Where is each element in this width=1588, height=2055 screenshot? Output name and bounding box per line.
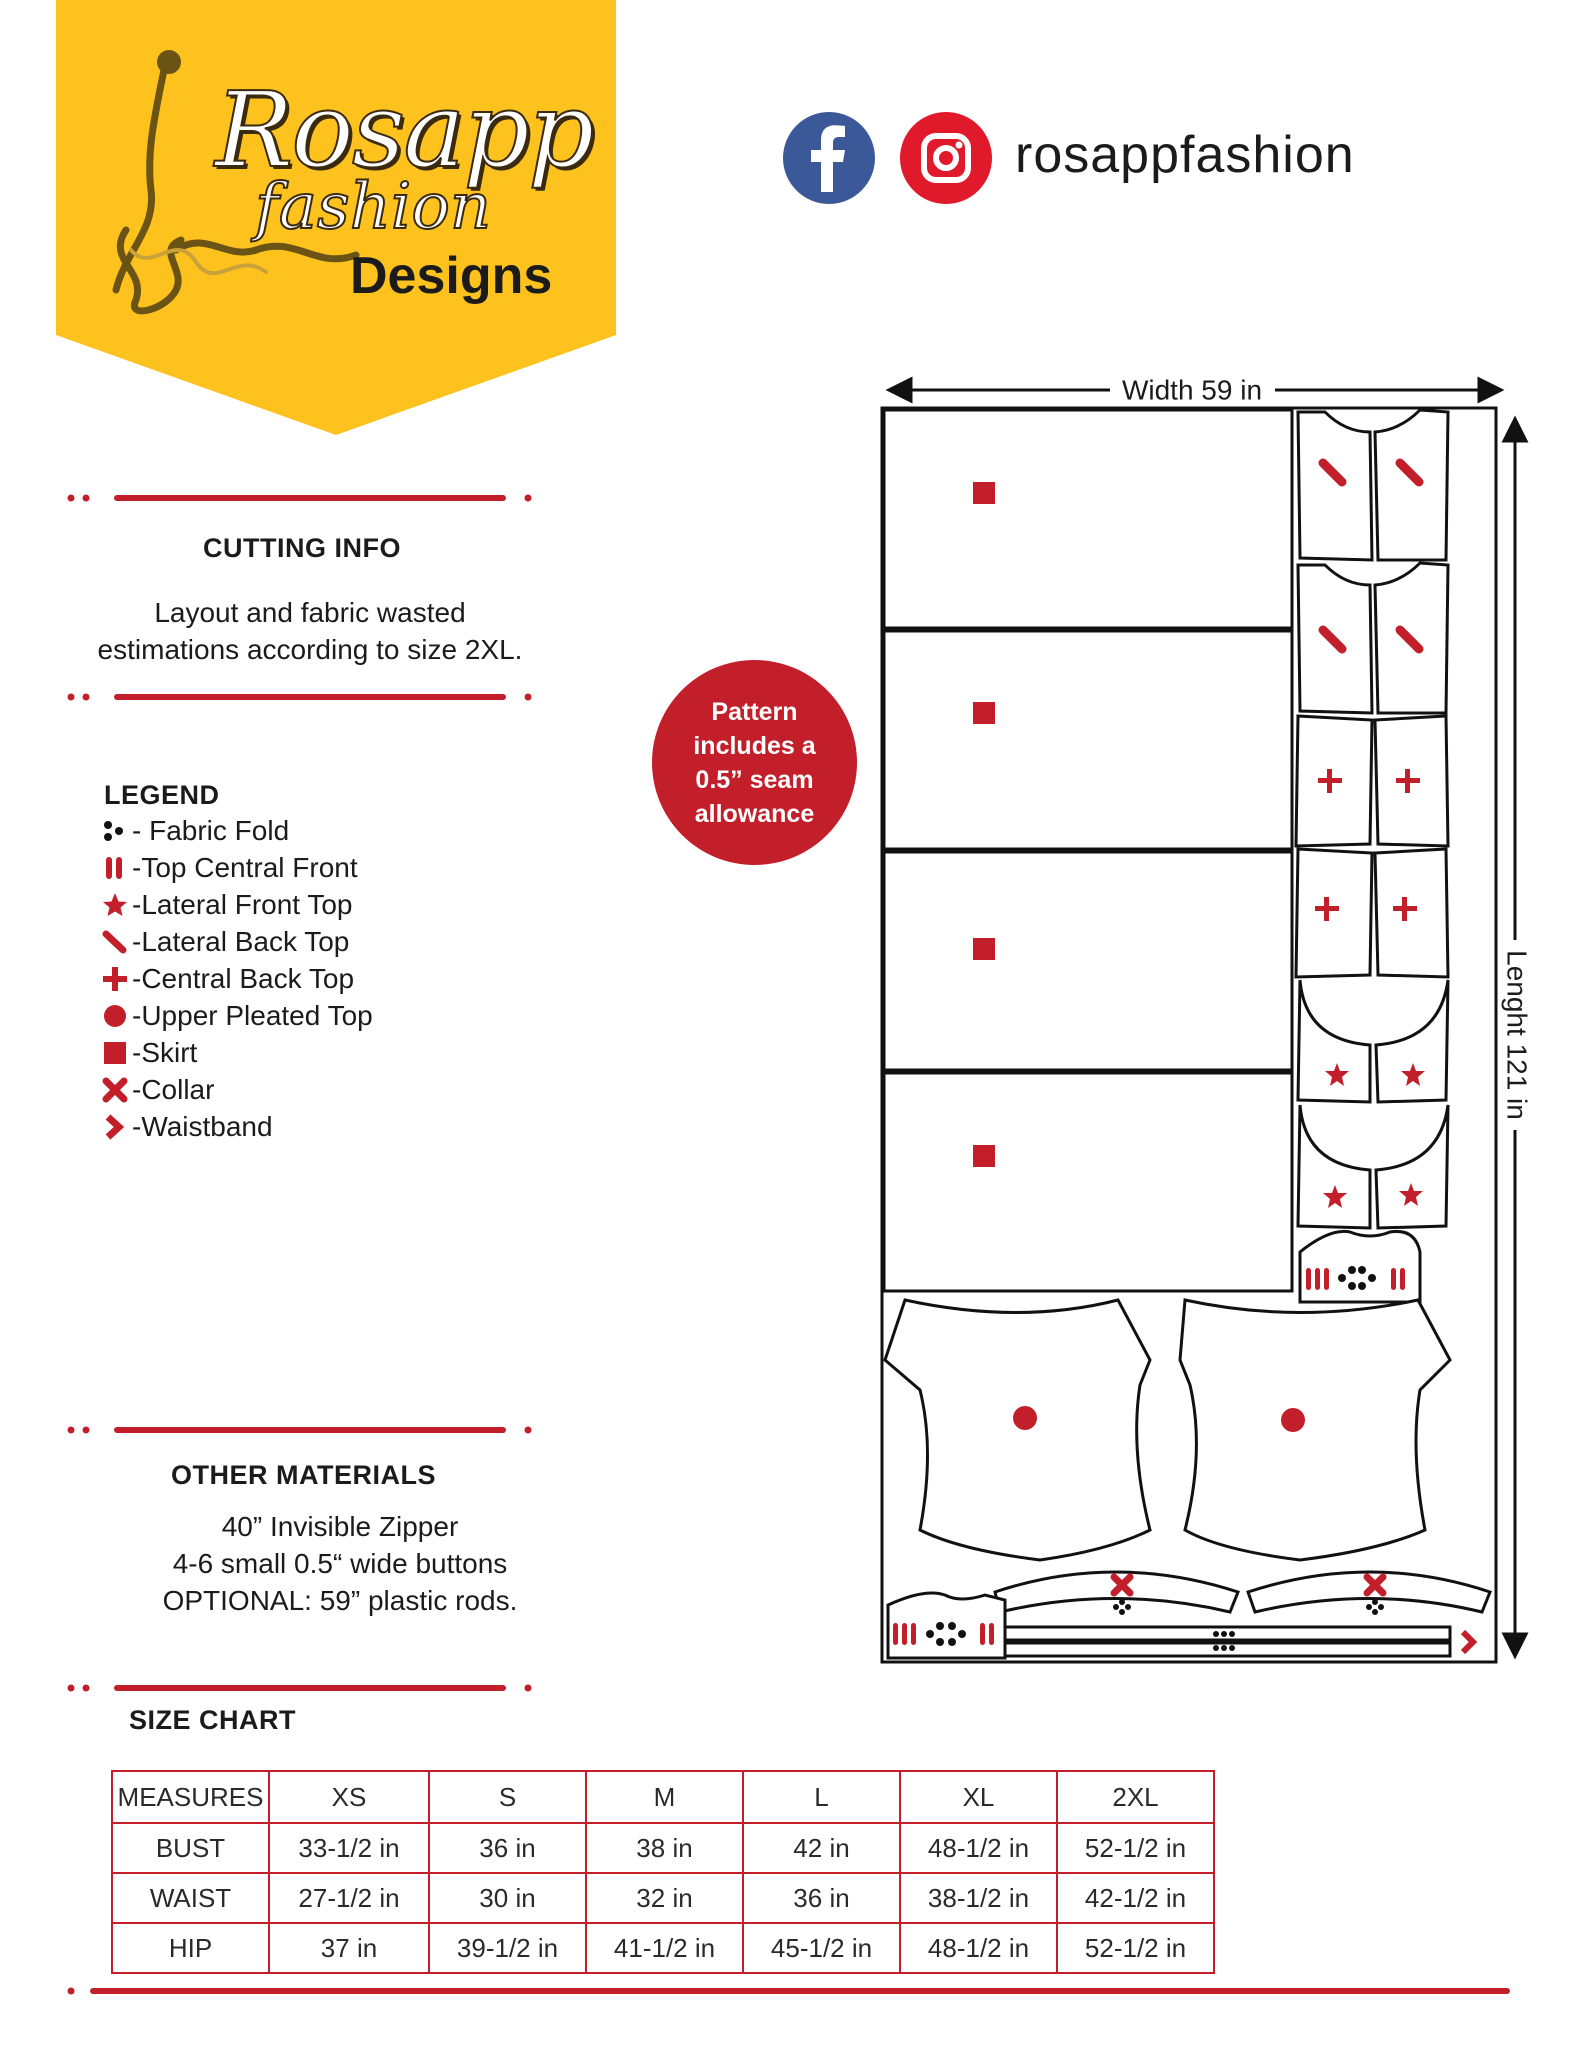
circle-icon bbox=[102, 1003, 128, 1029]
material-line: OPTIONAL: 59” plastic rods. bbox=[162, 1585, 518, 1616]
skirt-panel bbox=[884, 852, 1292, 1070]
legend-item bbox=[102, 849, 522, 886]
table-cell: 38-1/2 in bbox=[900, 1873, 1057, 1923]
length-label: Lenght 121 in bbox=[1501, 950, 1533, 1120]
lateral-front-piece bbox=[1298, 1105, 1370, 1228]
seam-note-line: 0.5” seam bbox=[695, 765, 814, 794]
legend-heading: LEGEND bbox=[104, 780, 220, 810]
size-chart-table bbox=[111, 1770, 1215, 1974]
slash-icon bbox=[102, 929, 128, 955]
section-divider bbox=[66, 1683, 536, 1693]
legend-label: -Collar bbox=[132, 1073, 215, 1105]
legend-label: - Fabric Fold bbox=[132, 814, 290, 846]
skirt-panel bbox=[884, 631, 1292, 849]
table-cell: 39-1/2 in bbox=[429, 1923, 586, 1973]
cutting-info-line: estimations according to size 2XL. bbox=[97, 634, 523, 665]
column-header: XS bbox=[269, 1771, 429, 1823]
legend-item bbox=[102, 923, 522, 960]
footer-divider bbox=[66, 1986, 1516, 1996]
upper-pleated-top-piece bbox=[1180, 1300, 1450, 1560]
seam-allowance-badge bbox=[652, 660, 857, 865]
cutting-info-heading: CUTTING INFO bbox=[203, 533, 401, 563]
legend-item bbox=[102, 997, 522, 1034]
legend-label: -Skirt bbox=[132, 1036, 198, 1068]
table-cell: 41-1/2 in bbox=[586, 1923, 743, 1973]
seam-note-line: includes a bbox=[693, 731, 816, 760]
lateral-front-piece bbox=[1298, 980, 1370, 1102]
section-divider bbox=[66, 1425, 536, 1435]
table-cell: 32 in bbox=[586, 1873, 743, 1923]
waistband-piece bbox=[1005, 1643, 1450, 1656]
table-cell: BUST bbox=[112, 1823, 269, 1873]
column-header: M bbox=[586, 1771, 743, 1823]
table-header-row bbox=[112, 1771, 1214, 1823]
chevron-icon bbox=[102, 1114, 128, 1140]
material-line: 40” Invisible Zipper bbox=[221, 1511, 459, 1542]
section-divider bbox=[66, 493, 536, 503]
legend-label: -Top Central Front bbox=[132, 851, 358, 883]
skirt-marker bbox=[973, 1145, 995, 1167]
brand-logo-rosapp: Rosapp bbox=[215, 69, 593, 191]
legend-label: -Waistband bbox=[132, 1110, 273, 1142]
legend-item bbox=[102, 1071, 522, 1108]
table-cell: 42 in bbox=[743, 1823, 900, 1873]
table-cell: 52-1/2 in bbox=[1057, 1923, 1214, 1973]
cross-icon bbox=[102, 966, 128, 992]
cutting-info-text bbox=[60, 594, 560, 668]
skirt-marker bbox=[973, 702, 995, 724]
cutting-layout-diagram bbox=[870, 360, 1540, 1680]
table-cell: 33-1/2 in bbox=[269, 1823, 429, 1873]
legend-label: -Central Back Top bbox=[132, 962, 355, 994]
upper-pleated-top-piece bbox=[885, 1300, 1150, 1560]
legend-label: -Lateral Front Top bbox=[132, 888, 353, 920]
width-label: Width 59 in bbox=[1121, 374, 1263, 406]
table-row bbox=[112, 1873, 1214, 1923]
lateral-front-piece bbox=[1376, 1105, 1448, 1228]
table-cell: 45-1/2 in bbox=[743, 1923, 900, 1973]
waistband-piece bbox=[1005, 1627, 1450, 1640]
brand-logo-designs: Designs bbox=[350, 247, 553, 305]
square-icon bbox=[102, 1040, 128, 1066]
cutting-info-line: Layout and fabric wasted bbox=[154, 597, 466, 628]
table-cell: 48-1/2 in bbox=[900, 1823, 1057, 1873]
table-cell: HIP bbox=[112, 1923, 269, 1973]
lateral-back-piece bbox=[1375, 410, 1448, 560]
seam-note-line: allowance bbox=[694, 799, 815, 828]
instagram-icon[interactable] bbox=[900, 112, 992, 204]
lateral-back-piece bbox=[1298, 412, 1372, 560]
column-header: XL bbox=[900, 1771, 1057, 1823]
central-back-piece bbox=[1375, 849, 1448, 977]
table-cell: 30 in bbox=[429, 1873, 586, 1923]
legend-list bbox=[102, 812, 522, 1145]
fabric-fold-icon bbox=[102, 818, 128, 844]
table-cell: 48-1/2 in bbox=[900, 1923, 1057, 1973]
table-cell: 38 in bbox=[586, 1823, 743, 1873]
column-header: 2XL bbox=[1057, 1771, 1214, 1823]
table-cell: 36 in bbox=[743, 1873, 900, 1923]
other-materials-list bbox=[130, 1508, 550, 1619]
legend-item bbox=[102, 1108, 522, 1145]
legend-item bbox=[102, 960, 522, 997]
other-materials-heading: OTHER MATERIALS bbox=[171, 1460, 436, 1490]
skirt-panel bbox=[884, 410, 1292, 628]
legend-item bbox=[102, 812, 522, 849]
table-row bbox=[112, 1923, 1214, 1973]
legend-label: -Upper Pleated Top bbox=[132, 999, 373, 1031]
lateral-front-piece bbox=[1376, 980, 1448, 1102]
table-cell: 37 in bbox=[269, 1923, 429, 1973]
star-icon bbox=[102, 892, 128, 918]
legend-item bbox=[102, 1034, 522, 1071]
column-header: MEASURES bbox=[112, 1771, 269, 1823]
table-row bbox=[112, 1823, 1214, 1873]
skirt-panel bbox=[884, 1073, 1292, 1291]
table-cell: 52-1/2 in bbox=[1057, 1823, 1214, 1873]
top-central-front-icon bbox=[102, 855, 128, 881]
table-cell: 42-1/2 in bbox=[1057, 1873, 1214, 1923]
legend-item bbox=[102, 886, 522, 923]
central-back-piece bbox=[1296, 849, 1372, 977]
x-icon bbox=[102, 1077, 128, 1103]
section-divider bbox=[66, 692, 536, 702]
table-cell: 36 in bbox=[429, 1823, 586, 1873]
material-line: 4-6 small 0.5“ wide buttons bbox=[172, 1548, 508, 1579]
legend-label: -Lateral Back Top bbox=[132, 925, 350, 957]
size-chart-heading: SIZE CHART bbox=[129, 1705, 296, 1735]
table-cell: 27-1/2 in bbox=[269, 1873, 429, 1923]
table-cell: WAIST bbox=[112, 1873, 269, 1923]
brand-logo-fashion: fashion bbox=[255, 170, 492, 244]
column-header: L bbox=[743, 1771, 900, 1823]
social-handle[interactable]: rosappfashion bbox=[1015, 126, 1355, 184]
seam-note-line: Pattern bbox=[711, 697, 798, 726]
skirt-marker bbox=[973, 938, 995, 960]
column-header: S bbox=[429, 1771, 586, 1823]
skirt-marker bbox=[973, 482, 995, 504]
facebook-icon[interactable] bbox=[783, 112, 875, 204]
